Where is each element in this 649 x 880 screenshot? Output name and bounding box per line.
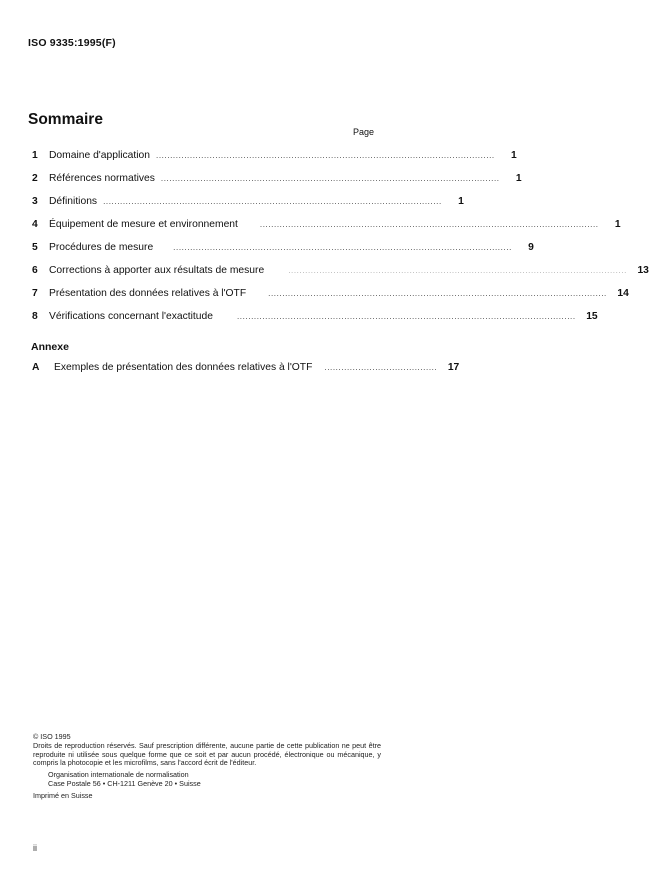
toc-label: Procédures de mesure <box>49 242 154 253</box>
toc-page: 1 <box>510 150 517 161</box>
toc-leader: ........................................................................................................................ <box>156 151 495 160</box>
toc-leader: ........................................................................................................................ <box>173 243 512 252</box>
toc-label: Corrections à apporter aux résultats de mesure <box>49 265 265 276</box>
copyright-line: © ISO 1995 <box>33 732 71 741</box>
copyright-block <box>33 733 381 801</box>
annex-entry[interactable] <box>32 362 460 373</box>
toc-number: 5 <box>32 242 38 253</box>
toc-entry[interactable] <box>32 265 649 276</box>
printed-in: Imprimé en Suisse <box>33 790 93 800</box>
toc-number: 7 <box>32 288 38 299</box>
toc-number: 4 <box>32 219 38 230</box>
toc-number: 8 <box>32 311 38 322</box>
toc-page: 14 <box>617 288 629 299</box>
toc-entry[interactable] <box>32 288 629 299</box>
annex-heading: Annexe <box>31 341 69 353</box>
toc-page: 1 <box>458 196 464 207</box>
toc-entry[interactable] <box>32 219 621 230</box>
organisation-name: Organisation internationale de normalisation <box>48 770 189 780</box>
toc-label: Définitions <box>49 196 98 207</box>
toc-leader: ........................................................................................................................ <box>288 266 627 275</box>
annex-leader: ........................................ <box>324 363 438 372</box>
toc-number: 2 <box>32 173 38 184</box>
toc-entry[interactable] <box>32 173 522 184</box>
postal-address: Case Postale 56 • CH-1211 Genève 20 • Suisse <box>48 778 201 788</box>
toc-label: Domaine d'application <box>49 150 150 161</box>
toc-label: Vérifications concernant l'exactitude <box>49 311 213 322</box>
document-reference: ISO 9335:1995(F) <box>28 37 116 49</box>
toc-number: 3 <box>32 196 38 207</box>
toc-label: Références normatives <box>49 173 155 184</box>
toc-page: 1 <box>515 173 522 184</box>
toc-leader: ........................................................................................................................ <box>103 197 442 206</box>
toc-page: 15 <box>586 311 598 322</box>
page-number: ii <box>33 843 37 853</box>
toc-entry[interactable] <box>32 150 517 161</box>
toc-entry[interactable] <box>32 311 598 322</box>
toc-leader: ........................................................................................................................ <box>268 289 607 298</box>
page-column-header: Page <box>353 127 375 137</box>
annex-letter: A <box>32 362 40 373</box>
annex-page: 17 <box>447 362 460 373</box>
rights-notice: Droits de reproduction réservés. Sauf prescription différente, aucune partie de cette publication ne peut être reproduite ni utilisée sous quelque forme que ce soit et par aucun procédé, électronique ou mécanique, y compris la photocopie et les microfilms, sans l'accord écrit de l'éditeur. <box>33 740 381 768</box>
toc-label: Équipement de mesure et environnement <box>49 219 238 230</box>
toc-leader: ........................................................................................................................ <box>259 220 599 229</box>
toc-page: 1 <box>614 219 621 230</box>
toc-entry[interactable] <box>32 196 464 207</box>
toc-entry[interactable] <box>32 242 534 253</box>
toc-page: 9 <box>528 242 534 253</box>
annex-label: Exemples de présentation des données relatives à l'OTF <box>54 362 313 373</box>
toc-page: 13 <box>637 265 649 276</box>
toc-number: 1 <box>32 150 38 161</box>
toc-leader: ........................................................................................................................ <box>236 312 576 321</box>
page-title: Sommaire <box>28 111 103 128</box>
toc-number: 6 <box>32 265 38 276</box>
toc-label: Présentation des données relatives à l'OTF <box>49 288 247 299</box>
toc-leader: ........................................................................................................................ <box>160 174 500 183</box>
